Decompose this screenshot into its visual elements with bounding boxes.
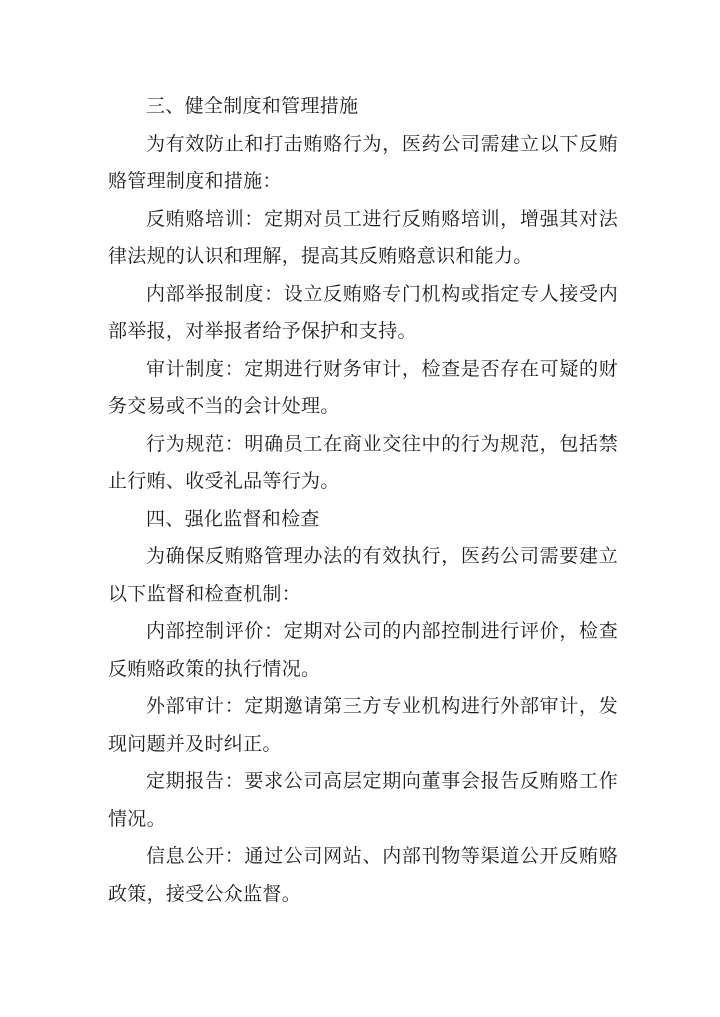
paragraph-intro-supervision: 为确保反贿赂管理办法的有效执行，医药公司需要建立以下监督和检查机制： — [108, 545, 618, 605]
section-heading-4: 四、强化监督和检查 — [146, 507, 320, 530]
paragraph-intro-measures: 为有效防止和打击贿赂行为，医药公司需建立以下反贿赂管理制度和措施： — [108, 132, 618, 192]
paragraph-reporting-system: 内部举报制度：设立反贿赂专门机构或指定专人接受内部举报，对举报者给予保护和支持。 — [108, 282, 618, 342]
paragraph-periodic-report: 定期报告：要求公司高层定期向董事会报告反贿赂工作情况。 — [108, 770, 618, 830]
paragraph-disclosure: 信息公开：通过公司网站、内部刊物等渠道公开反贿赂政策，接受公众监督。 — [108, 845, 618, 905]
paragraph-conduct-rules: 行为规范：明确员工在商业交往中的行为规范，包括禁止行贿、收受礼品等行为。 — [108, 432, 618, 492]
paragraph-internal-control: 内部控制评价：定期对公司的内部控制进行评价，检查反贿赂政策的执行情况。 — [108, 620, 618, 680]
paragraph-audit-system: 审计制度：定期进行财务审计，检查是否存在可疑的财务交易或不当的会计处理。 — [108, 357, 618, 417]
document-body — [108, 88, 618, 913]
paragraph-training: 反贿赂培训：定期对员工进行反贿赂培训，增强其对法律法规的认识和理解，提高其反贿赂意识和能力。 — [108, 207, 618, 267]
paragraph-external-audit: 外部审计：定期邀请第三方专业机构进行外部审计，发现问题并及时纠正。 — [108, 695, 618, 755]
section-heading-3: 三、健全制度和管理措施 — [146, 95, 359, 117]
